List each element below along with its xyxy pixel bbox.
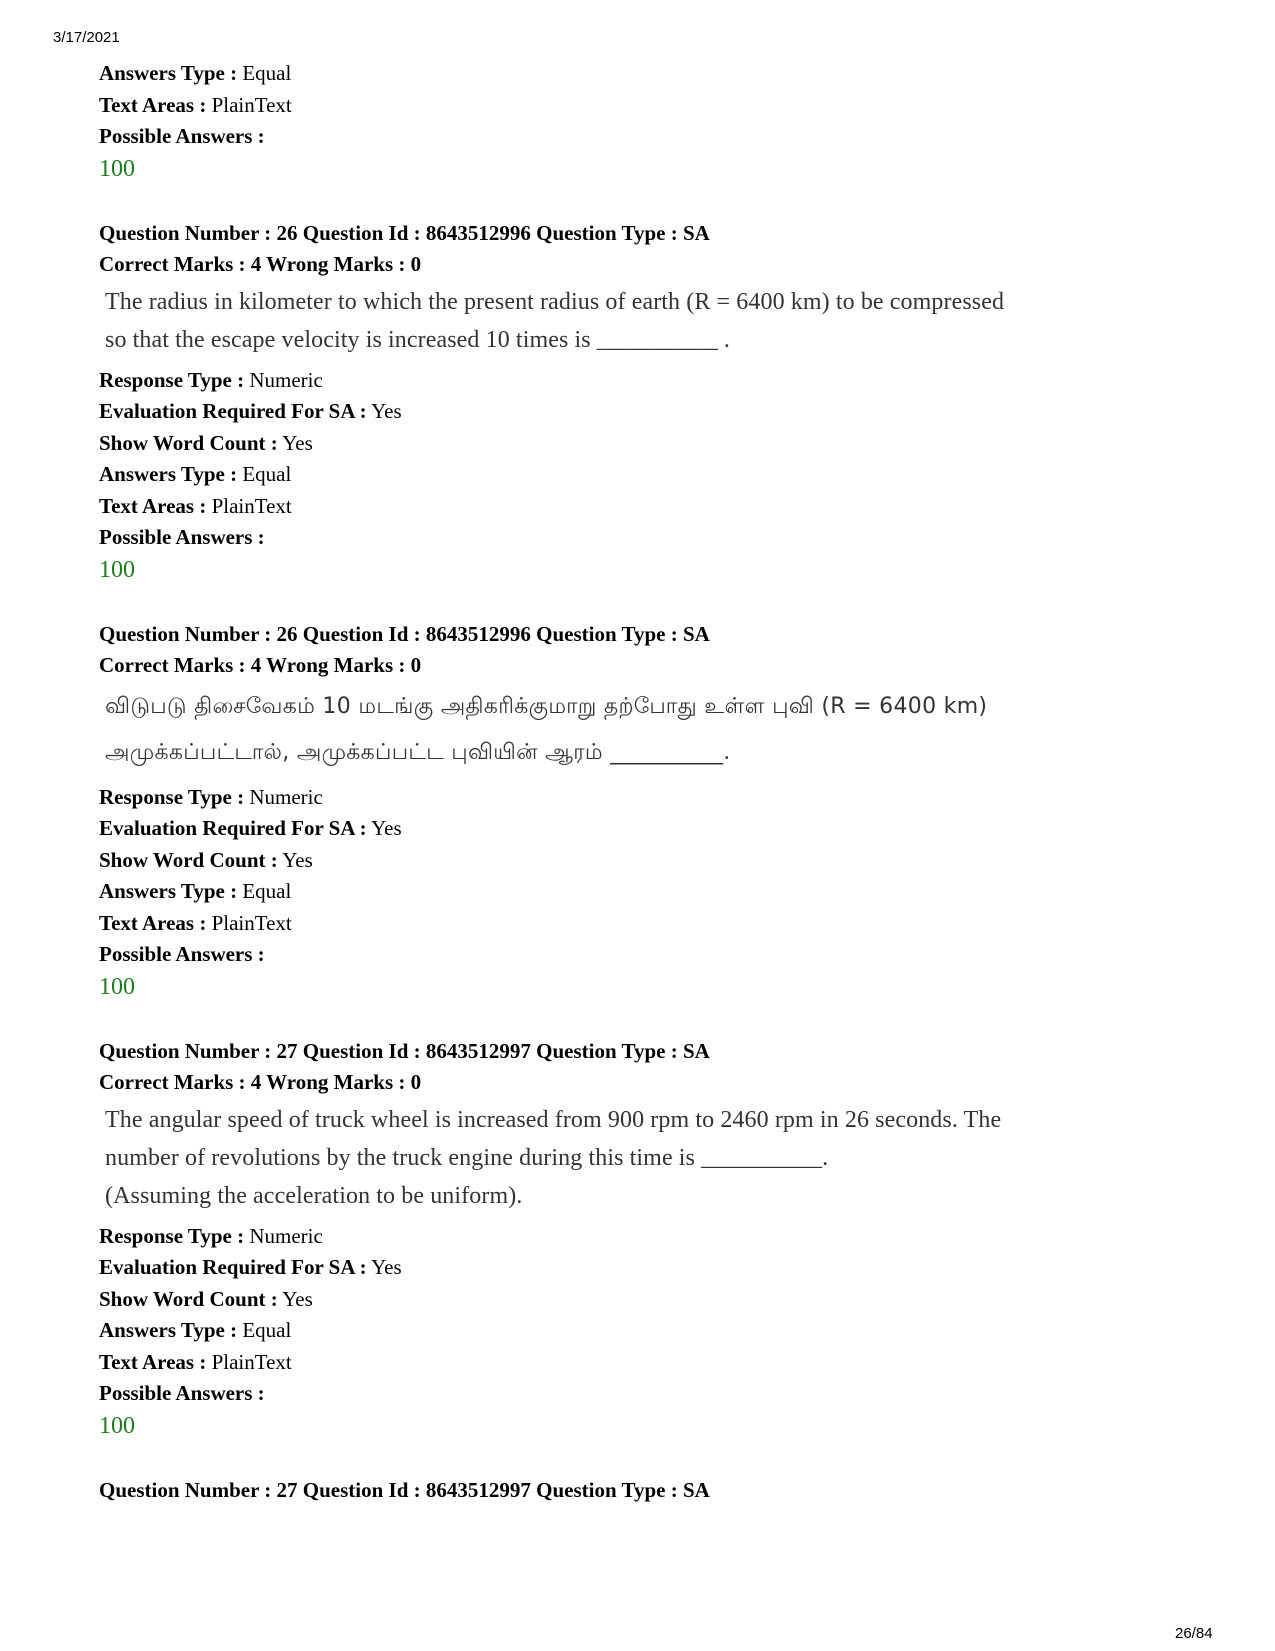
- document-content: [99, 58, 1189, 1506]
- text-areas-row: Text Areas : PlainText: [99, 493, 292, 518]
- answers-type-row: Answers Type : Equal: [99, 879, 292, 903]
- possible-answers-row: Possible Answers :: [99, 1381, 265, 1405]
- response-type-row: Response Type : Numeric: [99, 1223, 323, 1248]
- possible-answer-value: 100: [99, 556, 135, 583]
- possible-answers-row: Possible Answers :: [99, 124, 265, 148]
- page-number: 26/84: [1175, 1625, 1213, 1642]
- answers-type-row: Answers Type : Equal: [99, 462, 292, 486]
- page-date: 3/17/2021: [53, 29, 120, 46]
- text-areas-row: Text Areas : PlainText: [99, 910, 292, 935]
- question-header: Question Number : 26 Question Id : 8643512996 Question Type : SA: [99, 220, 710, 245]
- question-marks: Correct Marks : 4 Wrong Marks : 0: [99, 1069, 422, 1094]
- text-areas-row: Text Areas : PlainText: [99, 92, 292, 117]
- question-block: [99, 1036, 1189, 1443]
- question-text-line: so that the escape velocity is increased 10 times is __________ .: [105, 326, 731, 353]
- response-type-row: Response Type : Numeric: [99, 784, 323, 809]
- text-areas-row: Text Areas : PlainText: [99, 1349, 292, 1374]
- question-text-line: number of revolutions by the truck engine during this time is __________.: [105, 1144, 829, 1171]
- question-block: [99, 619, 1189, 1004]
- question-text-line: விடுபடு திசைவேகம் 10 மடங்கு அதிகரிக்குமாறு தற்போது உள்ள புவி (R = 6400 km): [105, 693, 988, 719]
- possible-answer-value: 100: [99, 1412, 135, 1439]
- question-marks: Correct Marks : 4 Wrong Marks : 0: [99, 652, 422, 677]
- show-word-count-row: Show Word Count : Yes: [99, 430, 313, 455]
- question-text-line: The radius in kilometer to which the present radius of earth (R = 6400 km) to be compressed: [105, 288, 1005, 315]
- answers-type-row: Answers Type : Equal: [99, 1318, 292, 1342]
- evaluation-required-row: Evaluation Required For SA : Yes: [99, 399, 402, 423]
- question-text: [99, 1101, 1189, 1215]
- question-header: Question Number : 26 Question Id : 8643512996 Question Type : SA: [99, 621, 710, 646]
- question-header: Question Number : 27 Question Id : 8643512997 Question Type : SA: [99, 1038, 710, 1063]
- show-word-count-row: Show Word Count : Yes: [99, 847, 313, 872]
- question-marks: Correct Marks : 4 Wrong Marks : 0: [99, 251, 422, 276]
- possible-answers-row: Possible Answers :: [99, 942, 265, 966]
- answers-type-row: Answers Type : Equal: [99, 61, 292, 85]
- show-word-count-row: Show Word Count : Yes: [99, 1286, 313, 1311]
- question-text: [99, 283, 1189, 359]
- response-type-row: Response Type : Numeric: [99, 367, 323, 392]
- evaluation-required-row: Evaluation Required For SA : Yes: [99, 816, 402, 840]
- answer-meta-block: [99, 58, 1189, 186]
- question-text-line: (Assuming the acceleration to be uniform).: [105, 1182, 523, 1209]
- possible-answer-value: 100: [99, 973, 135, 1000]
- question-text-line: The angular speed of truck wheel is increased from 900 rpm to 2460 rpm in 26 seconds. The: [105, 1106, 1002, 1133]
- question-header: Question Number : 27 Question Id : 8643512997 Question Type : SA: [99, 1477, 710, 1502]
- evaluation-required-row: Evaluation Required For SA : Yes: [99, 1255, 402, 1279]
- question-block: [99, 218, 1189, 587]
- question-text-line: அமுக்கப்பட்டால், அமுக்கப்பட்ட புவியின் ஆரம் __________.: [105, 739, 731, 765]
- question-text: [99, 684, 1189, 776]
- possible-answer-value: 100: [99, 155, 135, 182]
- possible-answers-row: Possible Answers :: [99, 525, 265, 549]
